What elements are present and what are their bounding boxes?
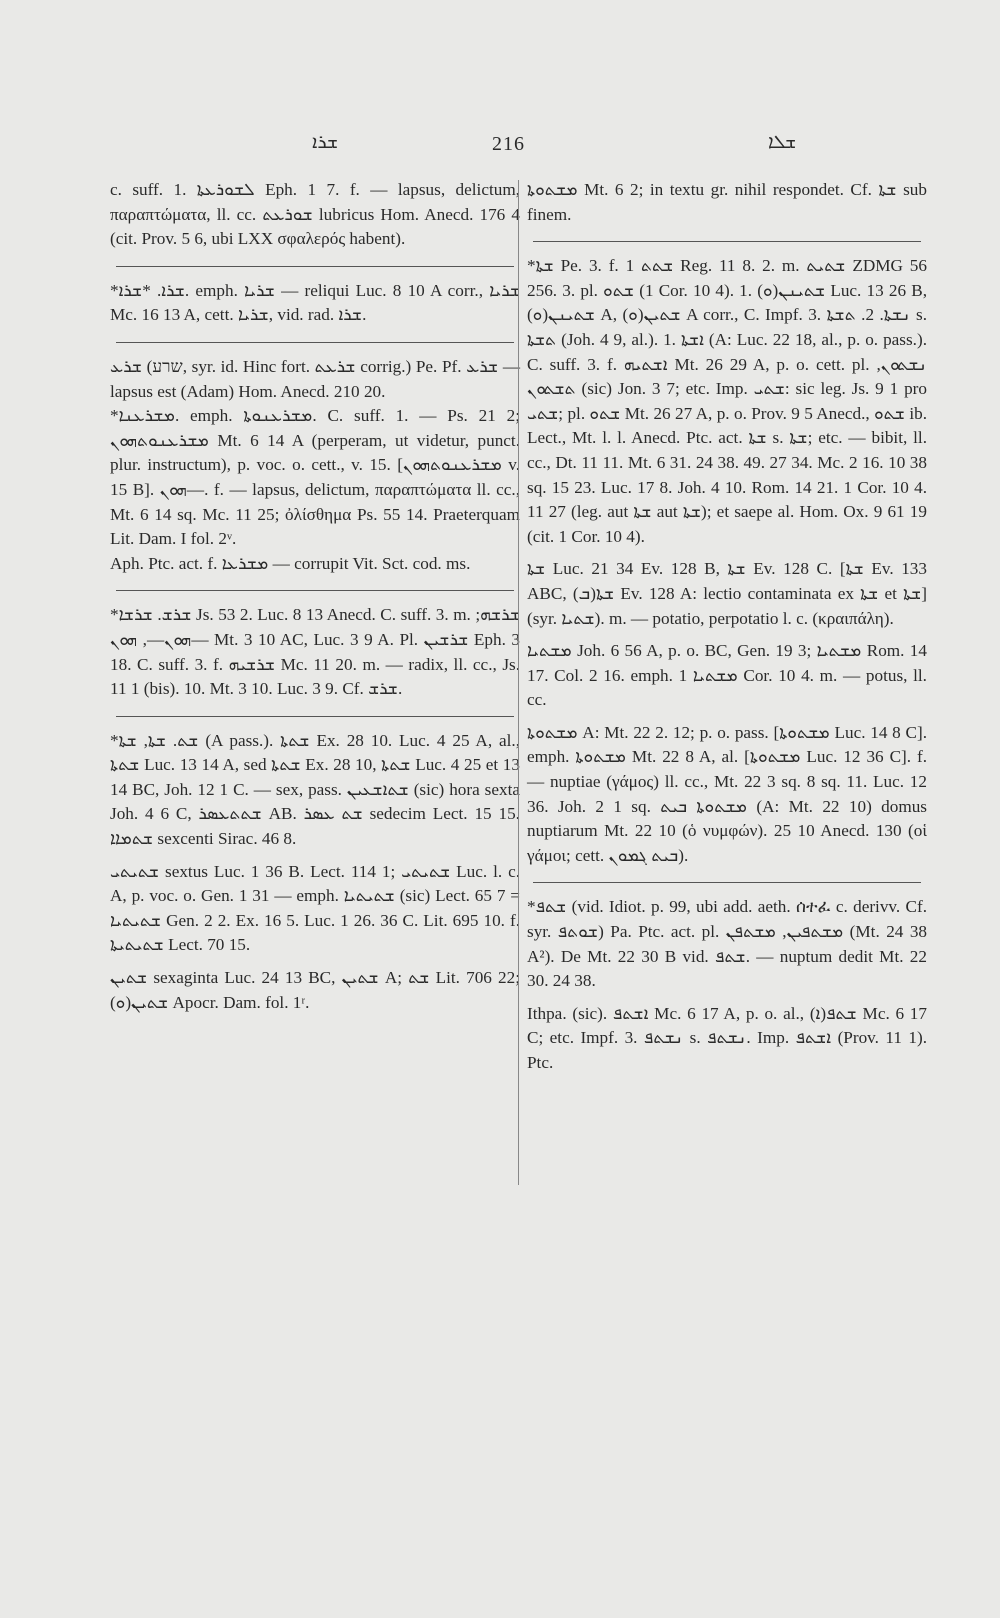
- entry-text: ܫܬܐ Luc. 21 34 Ev. 128 B, ܫܬܐ Ev. 128 C. [ܫܬܐ Ev. 133 ABC, ܫܬܐ(ܒ) Ev. 128 A: lectio contaminata ex ܫܬܐ et ܫܬܐ] (syr. ܫܬܝܐ). m. — potatio, perpotatio l. c. (κραιπάλη).: [527, 559, 928, 628]
- entry-divider: [533, 241, 921, 242]
- entry-divider: [116, 342, 514, 343]
- entry-text: *ܫܬ. ܫܬܐ, ܫܬܐ (A pass.). ܫܬܬܐ Ex. 28 10. Luc. 4 25 A, al., ܫܬܬܐ Luc. 13 14 A, sed ܫܬܬܐ Ex. 28 10, ܫܬܬܐ Luc. 4 25 et 13 14 BC, Joh. 12 1 C. — sex, pass. ܫܬܐܫܥܝܢ (sic) hora sexta Joh. 4 6 C, ܫܬܬܥܣܪ AB. ܫܬ ܥܣܪ sedecim Lect. 15 15. ܫܬܡܐܐ sexcenti Sirac. 46 8.: [110, 730, 520, 849]
- column-separator: [518, 180, 519, 1185]
- entry-text: ܡܫܬܘܬܐ Mt. 6 2; in textu gr. nihil respondet. Cf. ܫܬܐ sub finem.: [527, 180, 927, 224]
- entry-text: ܫܬܝܬܝ sextus Luc. 1 36 B. Lect. 114 1; ܫܬܝܬܝ Luc. l. c. A, p. voc. o. Gen. 1 31 — emph. ܫܬܝܬܝܐ (sic) Lect. 65 7 = ܫܬܝܬܝܐ Gen. 2 2. Ex. 16 5. Luc. 1 26. 36 C. Lit. 695 10. f. ܫܬܝܬܝܬܐ Lect. 70 15.: [110, 861, 520, 955]
- running-head-right: ܫܠܐ: [768, 132, 797, 153]
- entry-text: ܫܬܝܢ sexaginta Luc. 24 13 BC, ܫܬܝܢ A; ܫܬ Lit. 706 22; ܫܬܝܢ(ܘ) Apocr. Dam. fol. 1ʳ.: [110, 968, 521, 1012]
- entry-text: *ܫܪܫ. ܫܪܫܐ Js. 53 2. Luc. 8 13 Anecd. C. suff. 3. m. ܫܪܫܗ; ܗܘܢ—, ܗܘܢ— Mt. 3 10 AC, Luc. 3 9 A. Pl. ܫܪܫܝܢ Eph. 3 18. C. suff. 3. f. ܫܪܫܝܗ Mc. 11 20. m. — radix, ll. cc., Js. 11 1 (bis). 10. Mt. 3 10. Luc. 3 9. Cf. ܫܪܫ.: [110, 605, 520, 699]
- entry-text: Aph. Ptc. act. f. ܡܫܪܥܐ — corrupit Vit. Sct. cod. ms.: [110, 553, 471, 573]
- entry-text: ܡܫܬܘܬܐ A: Mt. 22 2. 12; p. o. pass. [ܡܫܬܘܬܐ Luc. 14 8 C]. emph. ܡܫܬܘܬܐ Mt. 22 8 A, al. [ܡܫܬܘܬܐ Luc. 12 36 C]. f. — nuptiae (γάμος) ll. cc., Mt. 22 3 sq. 8 sq. 11. Luc. 12 36. Joh. 2 1 sq. ܡܫܬܘܬܐ ܒܝܬ (A: Mt. 22 10) domus nuptiarum Mt. 22 10 (ὁ νυμφών). 25 10 Anecd. 130 (οἱ γάμοι; cett. ܒܝܬ ܓܡܘܢ).: [527, 722, 928, 865]
- entry-divider: [116, 266, 514, 267]
- entry-text: Ithpa. (sic). ܐܫܬܦ Mc. 6 17 A, p. o. al., ܫܬܦ(ܐ) Mc. 6 17 C; etc. Impf. 3. ܢܫܬܦ s. ܢܫܬܦ. Imp. ܐܫܬܦ (Prov. 11 1). Ptc.: [527, 1003, 927, 1072]
- right-column: [527, 178, 927, 1076]
- entry-text: c. suff. 1. ܠܫܘܪܥܬܐ Eph. 1 7. f. — lapsus, delictum, παραπτώματα, ll. cc. ܫܘܪܥܬ lubricus Hom. Anecd. 176 4 (cit. Prov. 5 6, ubi LXX σφαλερός habent).: [110, 180, 520, 249]
- entry-text: ܫܪܥ (שרע, syr. id. Hinc fort. ܫܪܥܬ corrig.) Pe. Pf. ܫܪܥ — lapsus est (Adam) Hom. Anecd. 210 20.: [110, 356, 521, 401]
- entry-text: ܡܫܬܝܐ Joh. 6 56 A, p. o. BC, Gen. 19 3; ܡܫܬܝܐ Rom. 14 17. Col. 2 16. emph. ܡܫܬܝܐ 1 Cor. 10 4. m. — potus, ll. cc.: [527, 641, 927, 710]
- entry-text: *ܫܬܦ (vid. Idiot. p. 99, ubi add. aeth. ሰተፈ c. derivv. Cf. syr. ܫܘܬܦ) Pa. Ptc. act. pl. ܡܫܬܦܝܢ, ܡܫܬܦܢ (Mt. 24 38 A²). De Mt. 22 30 B vid. ܫܬܦ. — nuptum dedit Mt. 22 30. 24 38.: [527, 897, 928, 991]
- entry-text: *ܫܬܐ Pe. 3. f. ܫܬܬ 1 Reg. 11 8. 2. m. ܫܬܝܬ ZDMG 56 256. 3. pl. ܫܬܘ (1 Cor. 10 4). 1. ܫܬܝܢܢ(ܘ) Luc. 13 26 B, ܫܬܝܢܢ(ܘ) A, ܫܬܝܢ(ܘ) A corr., C. Impf. 3. ܢܫܬܐ. 2. ܬܫܬܐ s. ܬܫܬܐ (Joh. 4 9, al.). 1. ܐܫܬܐ (A: Luc. 22 18, al., p. o. pass.). C. suff. 3. f. ܐܫܬܝܗ Mt. 26 29 A, p. o. cett. pl. ܢܫܬܘܢ, ܬܫܬܘܢ (sic) Jon. 3 7; etc. Imp. ܫܬܝ: sic leg. Js. 9 1 pro ܫܬܝ; pl. ܫܬܘ Mt. 26 27 A, p. o. Prov. 9 5 Anecd., ܫܬܘ ib. Lect., Mt. l. l. Anecd. Ptc. act. ܫܬܐ s. ܫܬܐ; etc. — bibit, ll. cc., Dt. 11 11. Mt. 6 31. 24 38. 49. 27 34. Mc. 2 16. 10 38 sq. 15 23. Luc. 17 8. Joh. 4 10. Rom. 14 21. 1 Cor. 10 4. 11 27 (leg. aut ܫܬܐ aut ܫܬܐ); et saepe al. Hom. Ox. 9 61 19 (cit. 1 Cor. 10 4).: [527, 256, 928, 546]
- entry-divider: [116, 590, 514, 591]
- page-number: 216: [492, 133, 525, 155]
- running-head-left: ܫܪܐ: [312, 132, 339, 153]
- entry-text: *ܫܪܐ. *ܫܪܐ. emph. ܫܪܝܐ — reliqui Luc. 8 10 A corr., ܫܪܝܐ Mc. 16 13 A, cett. ܫܪܝܐ, vid. rad. ܫܪܐ.: [110, 280, 521, 325]
- entry-text: *ܡܫܪܥܢܐ. emph. ܡܫܪܥܢܘܬܐ. C. suff. 1. — Ps. 21 2; ܡܫܪܥܢܘܬܗܘܢ Mt. 6 14 A (perperam, ut videtur, punct. plur. instructum), p. voc. o. cett., v. 15. [ܡܫܪܥܢܘܬܗܘܢ v. 15 B]. ܗܘܢ—. f. — lapsus, delictum, παραπτώματα ll. cc., Mt. 6 14 sq. Mc. 11 25; ὀλίσθημα Ps. 55 14. Praeterquam Lit. Dam. I fol. 2ᵛ.: [110, 406, 521, 549]
- entry-divider: [533, 882, 921, 883]
- entry-divider: [116, 716, 514, 717]
- left-column: [110, 178, 520, 1015]
